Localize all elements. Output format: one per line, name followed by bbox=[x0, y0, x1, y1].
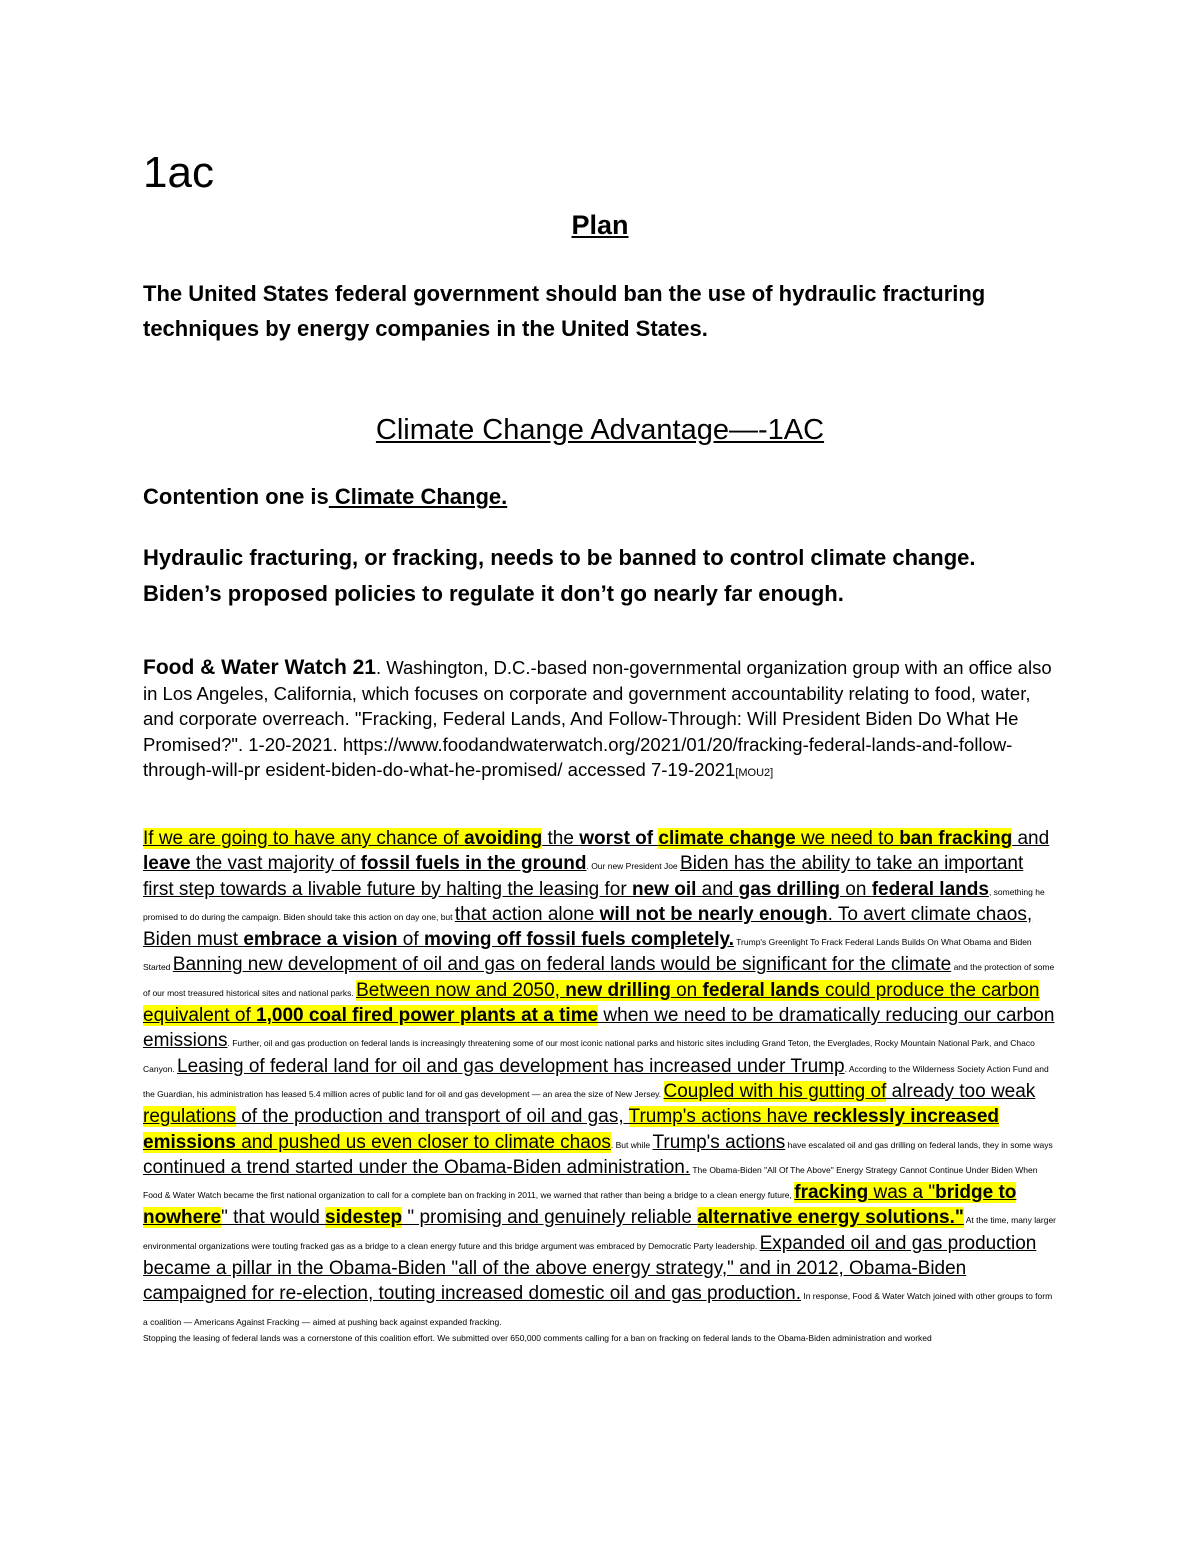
card-run: If we are going to have any chance of bbox=[143, 828, 465, 849]
card-run: 1,000 coal fired power plants at a time bbox=[256, 1005, 599, 1027]
card-run: will not be nearly enough bbox=[599, 903, 828, 925]
card-run: alternative energy solutions." bbox=[697, 1207, 964, 1229]
card-run: worst of bbox=[579, 828, 659, 849]
card-run: ban fracking bbox=[899, 828, 1013, 849]
card-run: on bbox=[840, 878, 872, 900]
card-run: regulations bbox=[143, 1106, 236, 1128]
card-run: was a " bbox=[868, 1182, 936, 1204]
card-run: embrace a vision bbox=[243, 929, 398, 951]
advantage-heading-text: Climate Change Advantage—-1AC bbox=[375, 414, 825, 446]
card-run: Trump's actions have bbox=[628, 1106, 814, 1128]
card-run: . But while bbox=[610, 1139, 653, 1150]
card-run: " promising and genuinely reliable bbox=[402, 1207, 698, 1229]
card-run: of bbox=[397, 929, 424, 951]
card-run: " that would bbox=[221, 1207, 326, 1229]
card-run: Coupled with his gutting of bbox=[663, 1080, 887, 1102]
card-run: avoiding bbox=[464, 828, 543, 849]
card-run: federal lands bbox=[702, 979, 820, 1001]
card-run: . Further, oil and gas production on federal lands is increasingly threatening some of our most iconic national parks and historic sites including Grand Teton, the Everglades, Rocky Mountain National Park, and Chaco Canyon. bbox=[143, 1038, 1035, 1074]
card-run: Expanded oil and gas production became a pillar in the Obama-Biden "all of the above energy strategy," and in 2012, Obama-Biden campaigned for re-election, touting increased domestic oil and gas production. bbox=[143, 1232, 1037, 1305]
card-run: new drilling bbox=[565, 979, 671, 1001]
card-run: , something he promised to do during the campaign. Biden should take this action on day one, but bbox=[143, 886, 1045, 922]
plan-heading bbox=[0, 207, 1200, 243]
card-run: on bbox=[670, 979, 703, 1001]
card-run: climate change bbox=[658, 828, 796, 849]
card-run: could produce the carbon equivalent of bbox=[143, 979, 1040, 1027]
card-run: the bbox=[542, 828, 580, 849]
card-run: that action alone bbox=[454, 903, 600, 925]
card-run: . Our new President Joe bbox=[586, 861, 681, 872]
contention-prefix: Contention one is bbox=[143, 484, 329, 509]
card-run: moving off fossil fuels completely. bbox=[423, 929, 734, 951]
card-run: gas drilling bbox=[738, 878, 841, 900]
card-run: . To avert climate chaos, Biden must bbox=[143, 903, 1033, 951]
card-body bbox=[143, 826, 1058, 1344]
card-tag: Hydraulic fracturing, or fracking, needs to be banned to control climate change. Biden’s proposed policies to regulate it don’t go nearly far enough. bbox=[143, 545, 976, 606]
card-run: recklessly increased emissions bbox=[143, 1106, 1000, 1153]
card-run: when we need to be dramatically reducing our carbon emissions bbox=[143, 1005, 1055, 1052]
document-heading: 1ac bbox=[143, 148, 214, 197]
card-run: have escalated oil and gas drilling on federal lands, they in some ways bbox=[785, 1139, 1053, 1150]
card-run: bridge to nowhere bbox=[143, 1182, 1017, 1229]
cite-author: Food & Water Watch 21 bbox=[143, 656, 376, 679]
card-run: The Obama-Biden "All Of The Above" Energy Strategy Cannot Continue Under Biden When Food & Water Watch became the first national organization to call for a complete ban on fracking in 2011, we warned that rather than being a bridge to a clean energy future, bbox=[143, 1164, 1038, 1201]
card-run: and pushed us even closer to climate chaos bbox=[235, 1131, 611, 1153]
card-run: continued a trend started under the Obama-Biden administration. bbox=[143, 1156, 691, 1178]
card-run: In response, Food & Water Watch joined with other groups to form a coalition — Americans Against Fracking — aimed at pushing back against expanded fracking. bbox=[143, 1291, 1053, 1327]
card-run: federal lands bbox=[871, 878, 989, 900]
card-run: Leasing of federal land for oil and gas development has increased under Trump bbox=[177, 1055, 845, 1077]
card-run: At the time, many larger environmental organizations were touting fracked gas as a bridge to a clean energy future and this bridge argument was embraced by Democratic Party leadership. bbox=[143, 1215, 1056, 1251]
card-citation bbox=[143, 655, 1058, 787]
card-run: fracking bbox=[794, 1182, 869, 1204]
card-run: Banning new development of oil and gas on federal lands would be significant for the climate bbox=[172, 954, 952, 976]
cite-body: . Washington, D.C.-based non-governmental organization group with an office also in Los Angeles, California, which focuses on corporate and government accountability relating to food, water, and corporate overreach. "Fracking, Federal Lands, And Follow-Through: Will President Biden Do What He Promised?". 1-20-2021. https://www.foodandwaterwatch.org/2021/01/20/fracking-federal-lands-and-follow-through-will-pr esident-biden-do-what-he-promised/ accessed 7-19-2021 bbox=[143, 657, 1052, 780]
card-run: Between now and 2050, bbox=[356, 979, 566, 1001]
card-run: we need to bbox=[795, 828, 900, 849]
comment-marker: [MOU2] bbox=[735, 767, 774, 779]
card-run: leave bbox=[143, 853, 191, 875]
card-run: . According to the Wilderness Society Action Fund and the Guardian, his administration has leased 5.4 million acres of public land for oil and gas development — an area the size of New Jersey. bbox=[143, 1063, 1049, 1099]
card-run: Stopping the leasing of federal lands was a cornerstone of this coalition effort. We submitted over 650,000 comments calling for a ban on fracking on federal lands to the Obama-Biden administration and worked bbox=[143, 1332, 932, 1343]
card-run: and bbox=[1012, 828, 1050, 849]
card-run: Trump's actions bbox=[652, 1131, 786, 1153]
plan-heading-text: Plan bbox=[571, 210, 629, 240]
card-run: new oil bbox=[631, 878, 697, 900]
card-run: Biden has the ability to take an important first step towards a livable future by halting the leasing for bbox=[143, 853, 1024, 900]
plan-text: The United States federal government should ban the use of hydraulic fracturing techniques by energy companies in the United States. bbox=[143, 281, 986, 341]
contention-line bbox=[143, 480, 507, 514]
card-run: fossil fuels in the ground bbox=[360, 853, 587, 875]
card-run: Trump's Greenlight To Frack Federal Lands Builds On What Obama and Biden Started bbox=[143, 937, 1032, 973]
card-run: and bbox=[696, 878, 739, 900]
card-run: of the production and transport of oil and gas, bbox=[235, 1106, 629, 1128]
card-run: already too weak bbox=[886, 1080, 1036, 1102]
contention-name: Climate Change. bbox=[328, 484, 508, 509]
advantage-heading bbox=[0, 410, 1200, 450]
card-run: sidestep bbox=[325, 1207, 403, 1229]
card-run: the vast majority of bbox=[190, 853, 361, 875]
card-run: and the protection of some of our most treasured historical sites and national parks. bbox=[143, 962, 1055, 998]
